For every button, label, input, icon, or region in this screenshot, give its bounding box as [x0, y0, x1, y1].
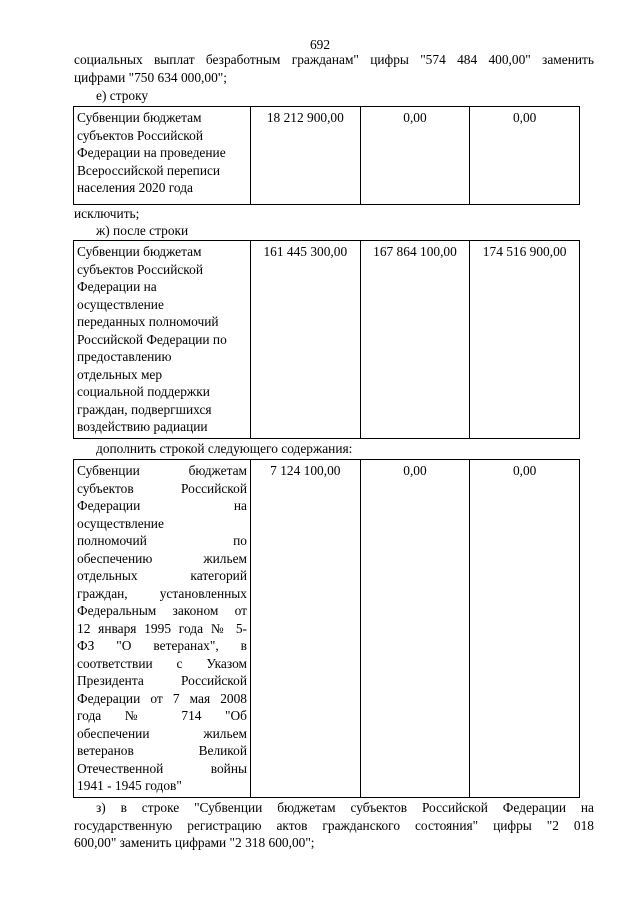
row-name-line: обеспечении жильем: [77, 725, 247, 741]
item-z-paragraph: [74, 799, 594, 852]
row-name-line: Федерации на проведение: [77, 145, 226, 160]
value-2021: 167 864 100,00: [360, 241, 470, 439]
row-name-line: граждан, подвергшихся: [77, 401, 212, 417]
row-name-line: Всероссийской переписи: [77, 162, 221, 178]
item-z-line-1: з) в строке "Субвенции бюджетам субъектов Российской Федерации на: [96, 800, 594, 815]
row-name-line: социальной поддержки: [77, 384, 210, 399]
intro-line-2: цифрами "750 634 000,00";: [74, 69, 227, 85]
item-zh-after: дополнить строкой следующего содержания:: [96, 441, 353, 456]
row-name-line: Федеральным законом от: [77, 603, 247, 618]
row-name-cell: [74, 107, 251, 205]
row-name-line: субъектов Российской: [77, 261, 203, 277]
item-e-label: е) строку: [96, 88, 149, 103]
row-name-line: Федерации на: [77, 279, 157, 294]
value-2020: 161 445 300,00: [251, 241, 361, 439]
item-zh-label: ж) после строки: [96, 223, 189, 238]
row-name-line: Субвенции бюджетам: [77, 244, 202, 259]
row-name-line: субъектов Российской: [77, 127, 203, 143]
row-name-line: Субвенции бюджетам: [77, 463, 247, 478]
value-2020: 18 212 900,00: [251, 107, 361, 205]
row-name-line: полномочий по: [77, 533, 247, 548]
value-2021: 0,00: [360, 460, 470, 798]
intro-line-1: социальных выплат безработным гражданам" цифры "574 484 400,00" заменить: [74, 52, 594, 67]
row-name-line: Субвенции бюджетам: [77, 110, 202, 125]
row-name-line: воздействию радиации: [77, 419, 208, 434]
row-name-line: субъектов Российской: [77, 480, 247, 496]
table-row: [74, 107, 580, 205]
row-name-line: года № 714 "Об: [77, 708, 247, 723]
row-name-line: обеспечению жильем: [77, 550, 247, 566]
table-new-row: [73, 459, 580, 798]
row-name-line: Президента Российской: [77, 673, 247, 688]
value-2021: 0,00: [360, 107, 470, 205]
row-name-line: осуществление: [77, 296, 164, 312]
row-name-line: Российской Федерации по: [77, 331, 227, 347]
row-name-line: отдельных категорий: [77, 568, 247, 583]
value-2020: 7 124 100,00: [251, 460, 361, 798]
row-name-line: Федерации на: [77, 498, 247, 513]
item-e-after: исключить;: [74, 206, 140, 221]
page-number: 692: [309, 37, 331, 52]
row-name-line: ветеранов Великой: [77, 743, 247, 758]
table-row: [74, 460, 580, 798]
table-item-zh: [73, 240, 580, 439]
row-name-line: Отечественной войны: [77, 760, 247, 776]
row-name-cell: [74, 241, 251, 439]
row-name-line: предоставлению: [77, 349, 172, 364]
intro-paragraph: [74, 51, 594, 86]
value-2022: 174 516 900,00: [470, 241, 580, 439]
row-name-line: населения 2020 года: [77, 180, 193, 195]
row-name-line: 1941 - 1945 годов": [77, 778, 182, 793]
row-name-line: ФЗ "О ветеранах", в: [77, 638, 247, 653]
table-item-e: [73, 106, 580, 205]
row-name-line: осуществление: [77, 515, 164, 531]
row-name-line: соответствии с Указом: [77, 655, 247, 671]
item-z-line-2: государственную регистрацию актов гражданского состояния" цифры "2 018: [74, 817, 594, 833]
row-name-cell: [74, 460, 251, 798]
value-2022: 0,00: [470, 460, 580, 798]
row-name-line: граждан, установленных: [77, 585, 247, 601]
item-z-line-3: 600,00" заменить цифрами "2 318 600,00";: [74, 835, 315, 850]
row-name-line: переданных полномочий: [77, 314, 219, 329]
row-name-line: отдельных мер: [77, 366, 163, 382]
row-name-line: Федерации от 7 мая 2008: [77, 690, 247, 706]
value-2022: 0,00: [470, 107, 580, 205]
table-row: [74, 241, 580, 439]
row-name-line: 12 января 1995 года № 5-: [77, 620, 247, 636]
